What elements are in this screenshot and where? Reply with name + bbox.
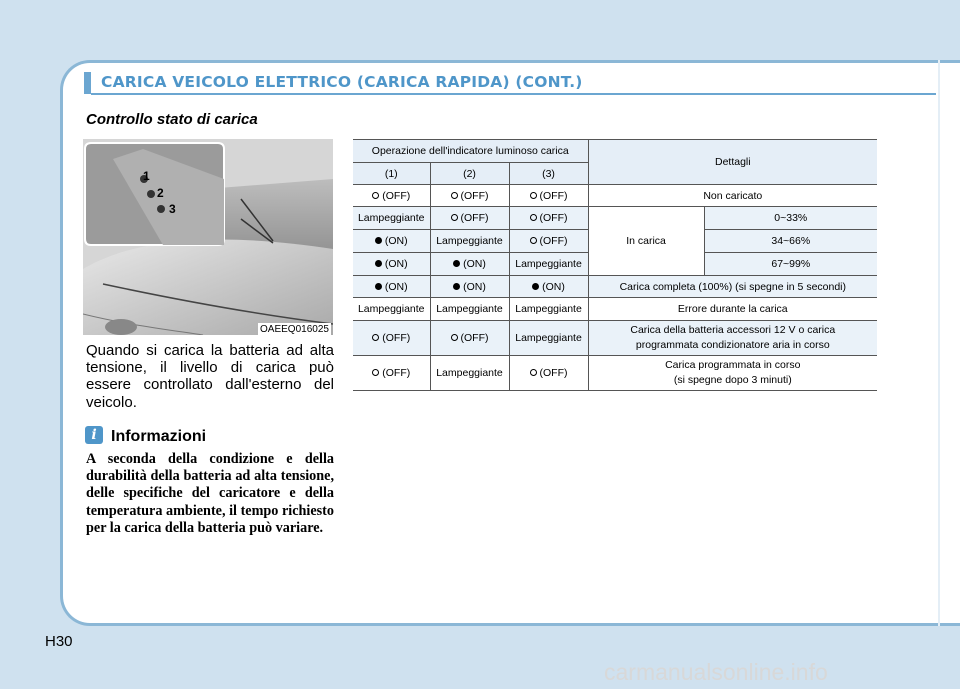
car-hood-drawing — [83, 139, 333, 335]
detail-cell: 0~33% — [704, 207, 877, 230]
body-paragraph: Quando si carica la batteria ad alta tensione, il livello di carica può essere controllato dall'esterno del veicolo. — [86, 342, 334, 411]
col-label-3: (3) — [509, 163, 588, 185]
detail-cell: Errore durante la carica — [588, 298, 877, 321]
indicator-off-icon — [372, 369, 379, 376]
detail-group-cell: In carica — [588, 207, 704, 276]
charge-status-table — [353, 139, 877, 391]
section-subtitle: Controllo stato di carica — [86, 111, 258, 128]
watermark: carmanualsonline.info — [604, 659, 828, 685]
indicator-off-icon — [451, 192, 458, 199]
figure-code: OAEEQ016025 — [260, 324, 329, 335]
info-paragraph: A seconda della condizione e della durabilità della batteria ad alta tensione, delle specifiche del caricatore e della temperatura ambiente, il tempo richiesto per la carica della batteria può variare. — [86, 451, 334, 536]
callout-3: 3 — [169, 202, 176, 216]
indicator-off-icon — [530, 369, 537, 376]
info-title: Informazioni — [111, 428, 207, 445]
page-edge-line — [938, 60, 940, 626]
table-header-details: Dettagli — [588, 140, 877, 185]
detail-cell: Non caricato — [588, 185, 877, 207]
indicator-on-icon — [453, 260, 460, 267]
indicator-off-icon — [451, 214, 458, 221]
col-label-1: (1) — [353, 163, 430, 185]
info-icon: i — [85, 426, 103, 444]
callout-1: 1 — [143, 169, 150, 183]
table-row: (ON) (ON) (ON) Carica completa (100%) (si spegne in 5 secondi) — [353, 276, 877, 298]
table-row: (ON) Lampeggiante (OFF) 34~66% — [353, 230, 877, 253]
indicator-off-icon — [451, 334, 458, 341]
col-label-2: (2) — [430, 163, 509, 185]
indicator-off-icon — [372, 334, 379, 341]
indicator-on-icon — [375, 237, 382, 244]
indicator-off-icon — [372, 192, 379, 199]
detail-cell: Carica della batteria accessori 12 V o carica programmata condizionatore aria in corso — [588, 321, 877, 356]
page-number: H30 — [45, 633, 73, 650]
table-row: Lampeggiante (OFF) (OFF) In carica 0~33% — [353, 207, 877, 230]
vehicle-illustration — [83, 139, 333, 335]
detail-cell: Carica completa (100%) (si spegne in 5 secondi) — [588, 276, 877, 298]
detail-cell: 34~66% — [704, 230, 877, 253]
indicator-off-icon — [530, 214, 537, 221]
indicator-off-icon — [530, 237, 537, 244]
indicator-on-icon — [532, 283, 539, 290]
detail-cell: Carica programmata in corso (si spegne dopo 3 minuti) — [588, 356, 877, 391]
section-banner-title: CARICA VEICOLO ELETTRICO (CARICA RAPIDA) (CONT.) — [101, 73, 583, 91]
table-row: (OFF) Lampeggiante (OFF) Carica programmata in corso (si spegne dopo 3 minuti) — [353, 356, 877, 391]
table-row: (ON) (ON) Lampeggiante 67~99% — [353, 253, 877, 276]
indicator-on-icon — [375, 260, 382, 267]
banner-accent-bar — [84, 72, 91, 94]
table-row: (OFF) (OFF) Lampeggiante Carica della batteria accessori 12 V o carica programmata condizionatore aria in corso — [353, 321, 877, 356]
table-row: Lampeggiante Lampeggiante Lampeggiante Errore durante la carica — [353, 298, 877, 321]
indicator-off-icon — [530, 192, 537, 199]
indicator-on-icon — [375, 283, 382, 290]
indicator-on-icon — [453, 283, 460, 290]
banner-underline — [91, 93, 936, 95]
detail-cell: 67~99% — [704, 253, 877, 276]
table-header-group: Operazione dell'indicatore luminoso carica — [353, 140, 588, 163]
callout-2: 2 — [157, 186, 164, 200]
table-row: (OFF) (OFF) (OFF) Non caricato — [353, 185, 877, 207]
